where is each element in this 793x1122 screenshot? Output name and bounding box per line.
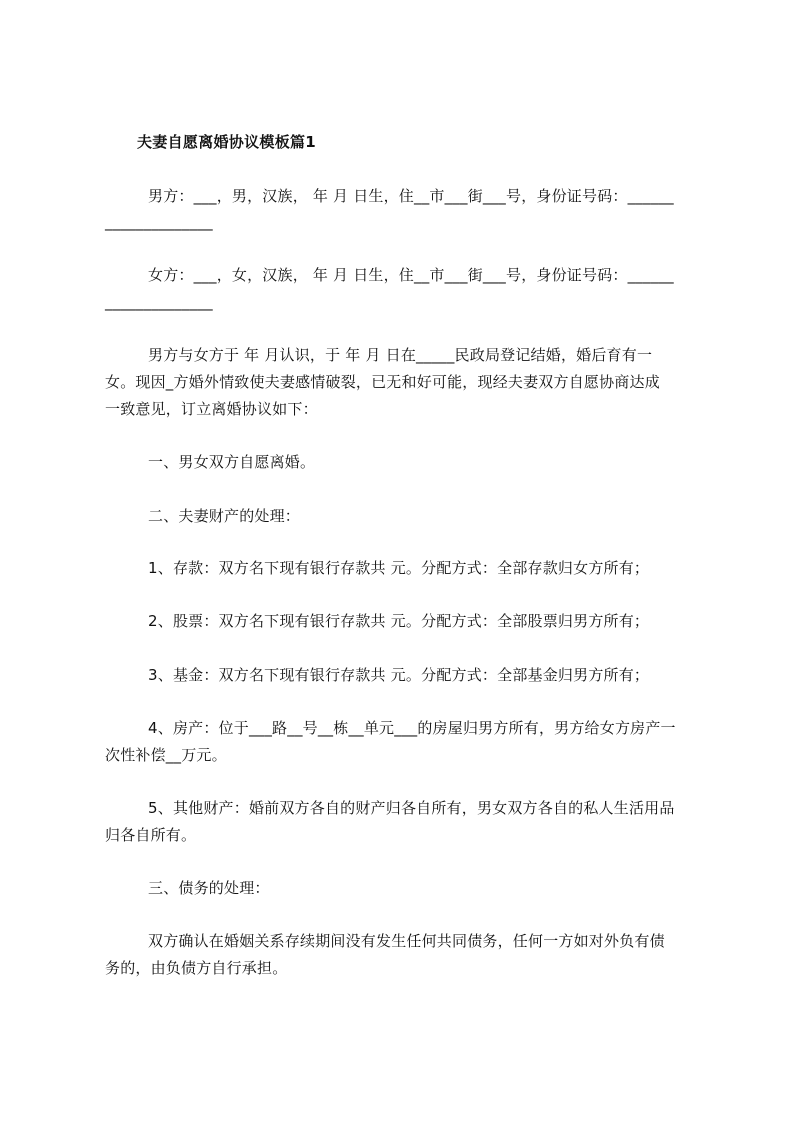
clause-2-3-text: 3、基金：双方名下现有银行存款共 元。分配方式：全部基金归男方所有；	[148, 666, 650, 684]
background-line-1: 男方与女方于 年 月认识，于 年 月 日在_____民政局登记结婚，婚后育有一	[148, 346, 653, 364]
husband-info-line-2: ______________	[105, 213, 213, 231]
clause-2-4-line-2: 次性补偿__万元。	[105, 746, 227, 764]
clause-2-heading: 二、夫妻财产的处理：	[148, 507, 301, 525]
clause-2-4-line-1: 4、房产：位于___路__号__栋__单元___的房屋归男方所有，男方给女方房产一	[148, 719, 676, 737]
clause-3-line-1: 双方确认在婚姻关系存续期间没有发生任何共同债务，任何一方如对外负有债	[148, 932, 665, 950]
background-line-2: 女。现因_方婚外情致使夫妻感情破裂，已无和好可能，现经夫妻双方自愿协商达成	[105, 373, 660, 391]
clause-3-line-2: 务的，由负债方自行承担。	[105, 959, 288, 977]
clause-2-5-line-2: 归各自所有。	[105, 826, 197, 844]
clause-1-text: 一、男女双方自愿离婚。	[148, 453, 316, 471]
document-title: 夫妻自愿离婚协议模板篇1	[137, 133, 317, 151]
clause-2-2-text: 2、股票：双方名下现有银行存款共 元。分配方式：全部股票归男方所有；	[148, 612, 650, 630]
wife-info-line-2: ______________	[105, 293, 213, 311]
clause-2-5-line-1: 5、其他财产：婚前双方各自的财产归各自所有，男女双方各自的私人生活用品	[148, 799, 675, 817]
clause-3-heading: 三、债务的处理：	[148, 879, 270, 897]
husband-info-line-1: 男方：___，男，汉族， 年 月 日生，住__市___街___号，身份证号码：______	[148, 187, 674, 205]
clause-2-1-text: 1、存款：双方名下现有银行存款共 元。分配方式：全部存款归女方所有；	[148, 559, 650, 577]
background-line-3: 一致意见，订立离婚协议如下：	[105, 400, 318, 418]
wife-info-line-1: 女方：___，女，汉族， 年 月 日生，住__市___街___号，身份证号码：______	[148, 266, 674, 284]
